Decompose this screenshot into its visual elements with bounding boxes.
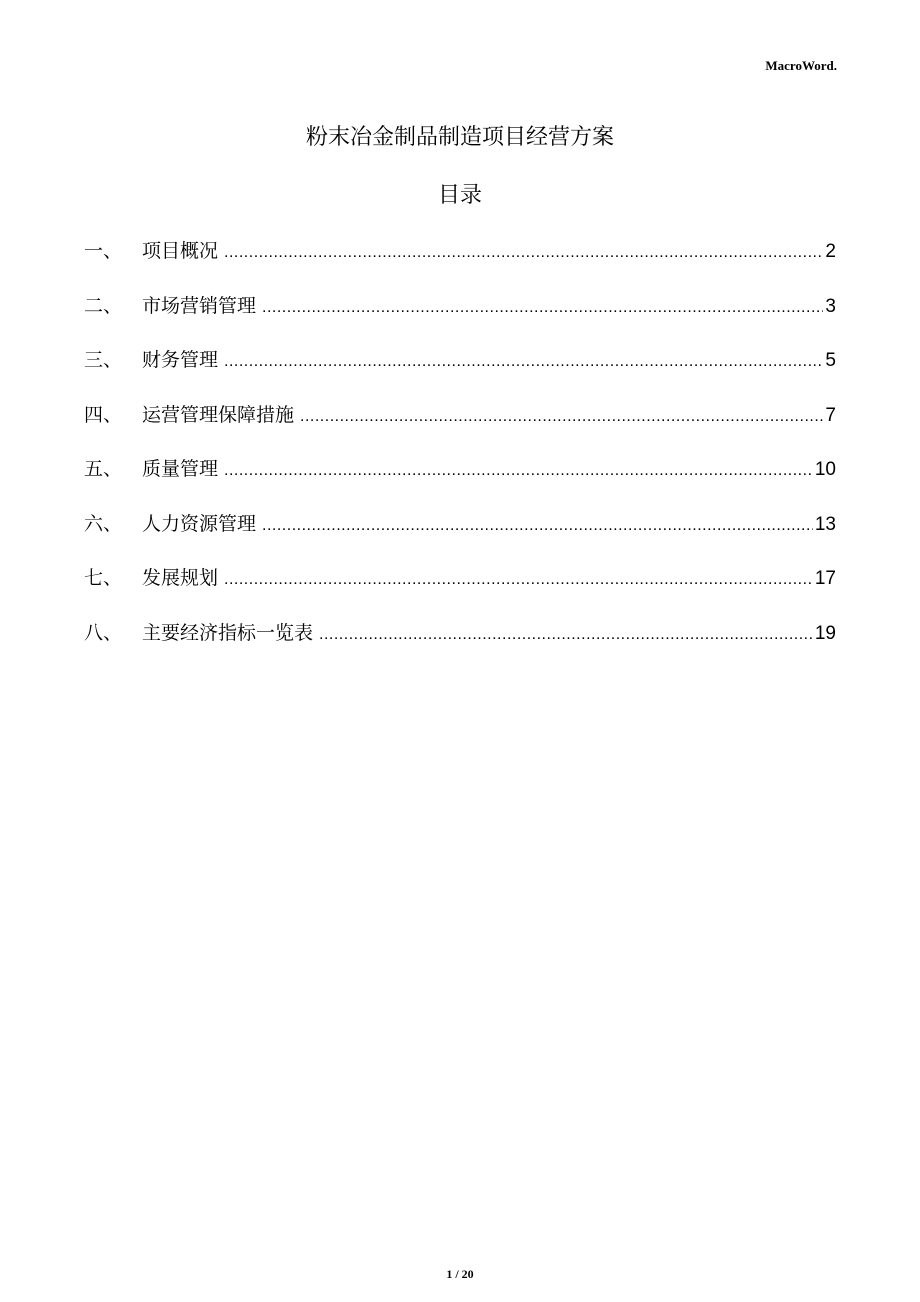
toc-dot-leader — [300, 402, 823, 432]
toc-entry[interactable] — [84, 509, 836, 564]
toc-entry[interactable] — [84, 400, 836, 455]
toc-entry-label: 质量管理 — [142, 458, 219, 480]
toc-entry-number: 一、 — [84, 240, 123, 262]
toc-entry[interactable] — [84, 236, 836, 291]
toc-entry[interactable] — [84, 454, 836, 509]
toc-entry-label: 财务管理 — [142, 349, 219, 371]
table-of-contents — [84, 236, 836, 672]
toc-entry[interactable] — [84, 345, 836, 400]
toc-entry-number: 八、 — [84, 621, 123, 644]
toc-entry-page: 10 — [814, 459, 836, 480]
toc-dot-leader — [319, 620, 813, 650]
toc-entry-label: 主要经济指标一览表 — [142, 621, 314, 644]
toc-entry[interactable] — [84, 563, 836, 618]
page-indicator: 1 / 20 — [446, 1267, 474, 1281]
toc-entry-label: 运营管理保障措施 — [142, 403, 295, 426]
toc-heading: 目录 — [437, 183, 482, 208]
toc-entry-page: 7 — [825, 404, 836, 426]
toc-entry-page: 2 — [825, 241, 836, 262]
toc-entry-label: 发展规划 — [142, 567, 219, 589]
toc-entry-page: 17 — [814, 568, 836, 589]
toc-entry-number: 四、 — [84, 403, 123, 426]
toc-entry-number: 三、 — [84, 349, 123, 371]
toc-entry[interactable] — [84, 291, 836, 346]
toc-dot-leader — [224, 456, 813, 486]
toc-entry-page: 3 — [825, 295, 836, 317]
toc-dot-leader — [224, 565, 813, 595]
toc-entry-page: 13 — [814, 513, 836, 535]
toc-entry-page: 5 — [825, 350, 836, 371]
toc-dot-leader — [262, 293, 823, 323]
toc-entry-page: 19 — [814, 622, 836, 644]
header-brand: MacroWord. — [765, 58, 837, 73]
document-title: 粉末冶金制品制造项目经营方案 — [305, 125, 614, 150]
toc-entry-label: 项目概况 — [142, 240, 219, 262]
toc-entry[interactable] — [84, 618, 836, 673]
toc-dot-leader — [224, 238, 823, 268]
toc-entry-number: 二、 — [84, 294, 123, 317]
toc-entry-number: 七、 — [84, 567, 123, 589]
toc-entry-number: 五、 — [84, 458, 123, 480]
toc-entry-label: 人力资源管理 — [142, 512, 257, 535]
toc-dot-leader — [224, 347, 823, 377]
toc-entry-label: 市场营销管理 — [142, 294, 257, 317]
toc-dot-leader — [262, 511, 813, 541]
toc-entry-number: 六、 — [84, 512, 123, 535]
